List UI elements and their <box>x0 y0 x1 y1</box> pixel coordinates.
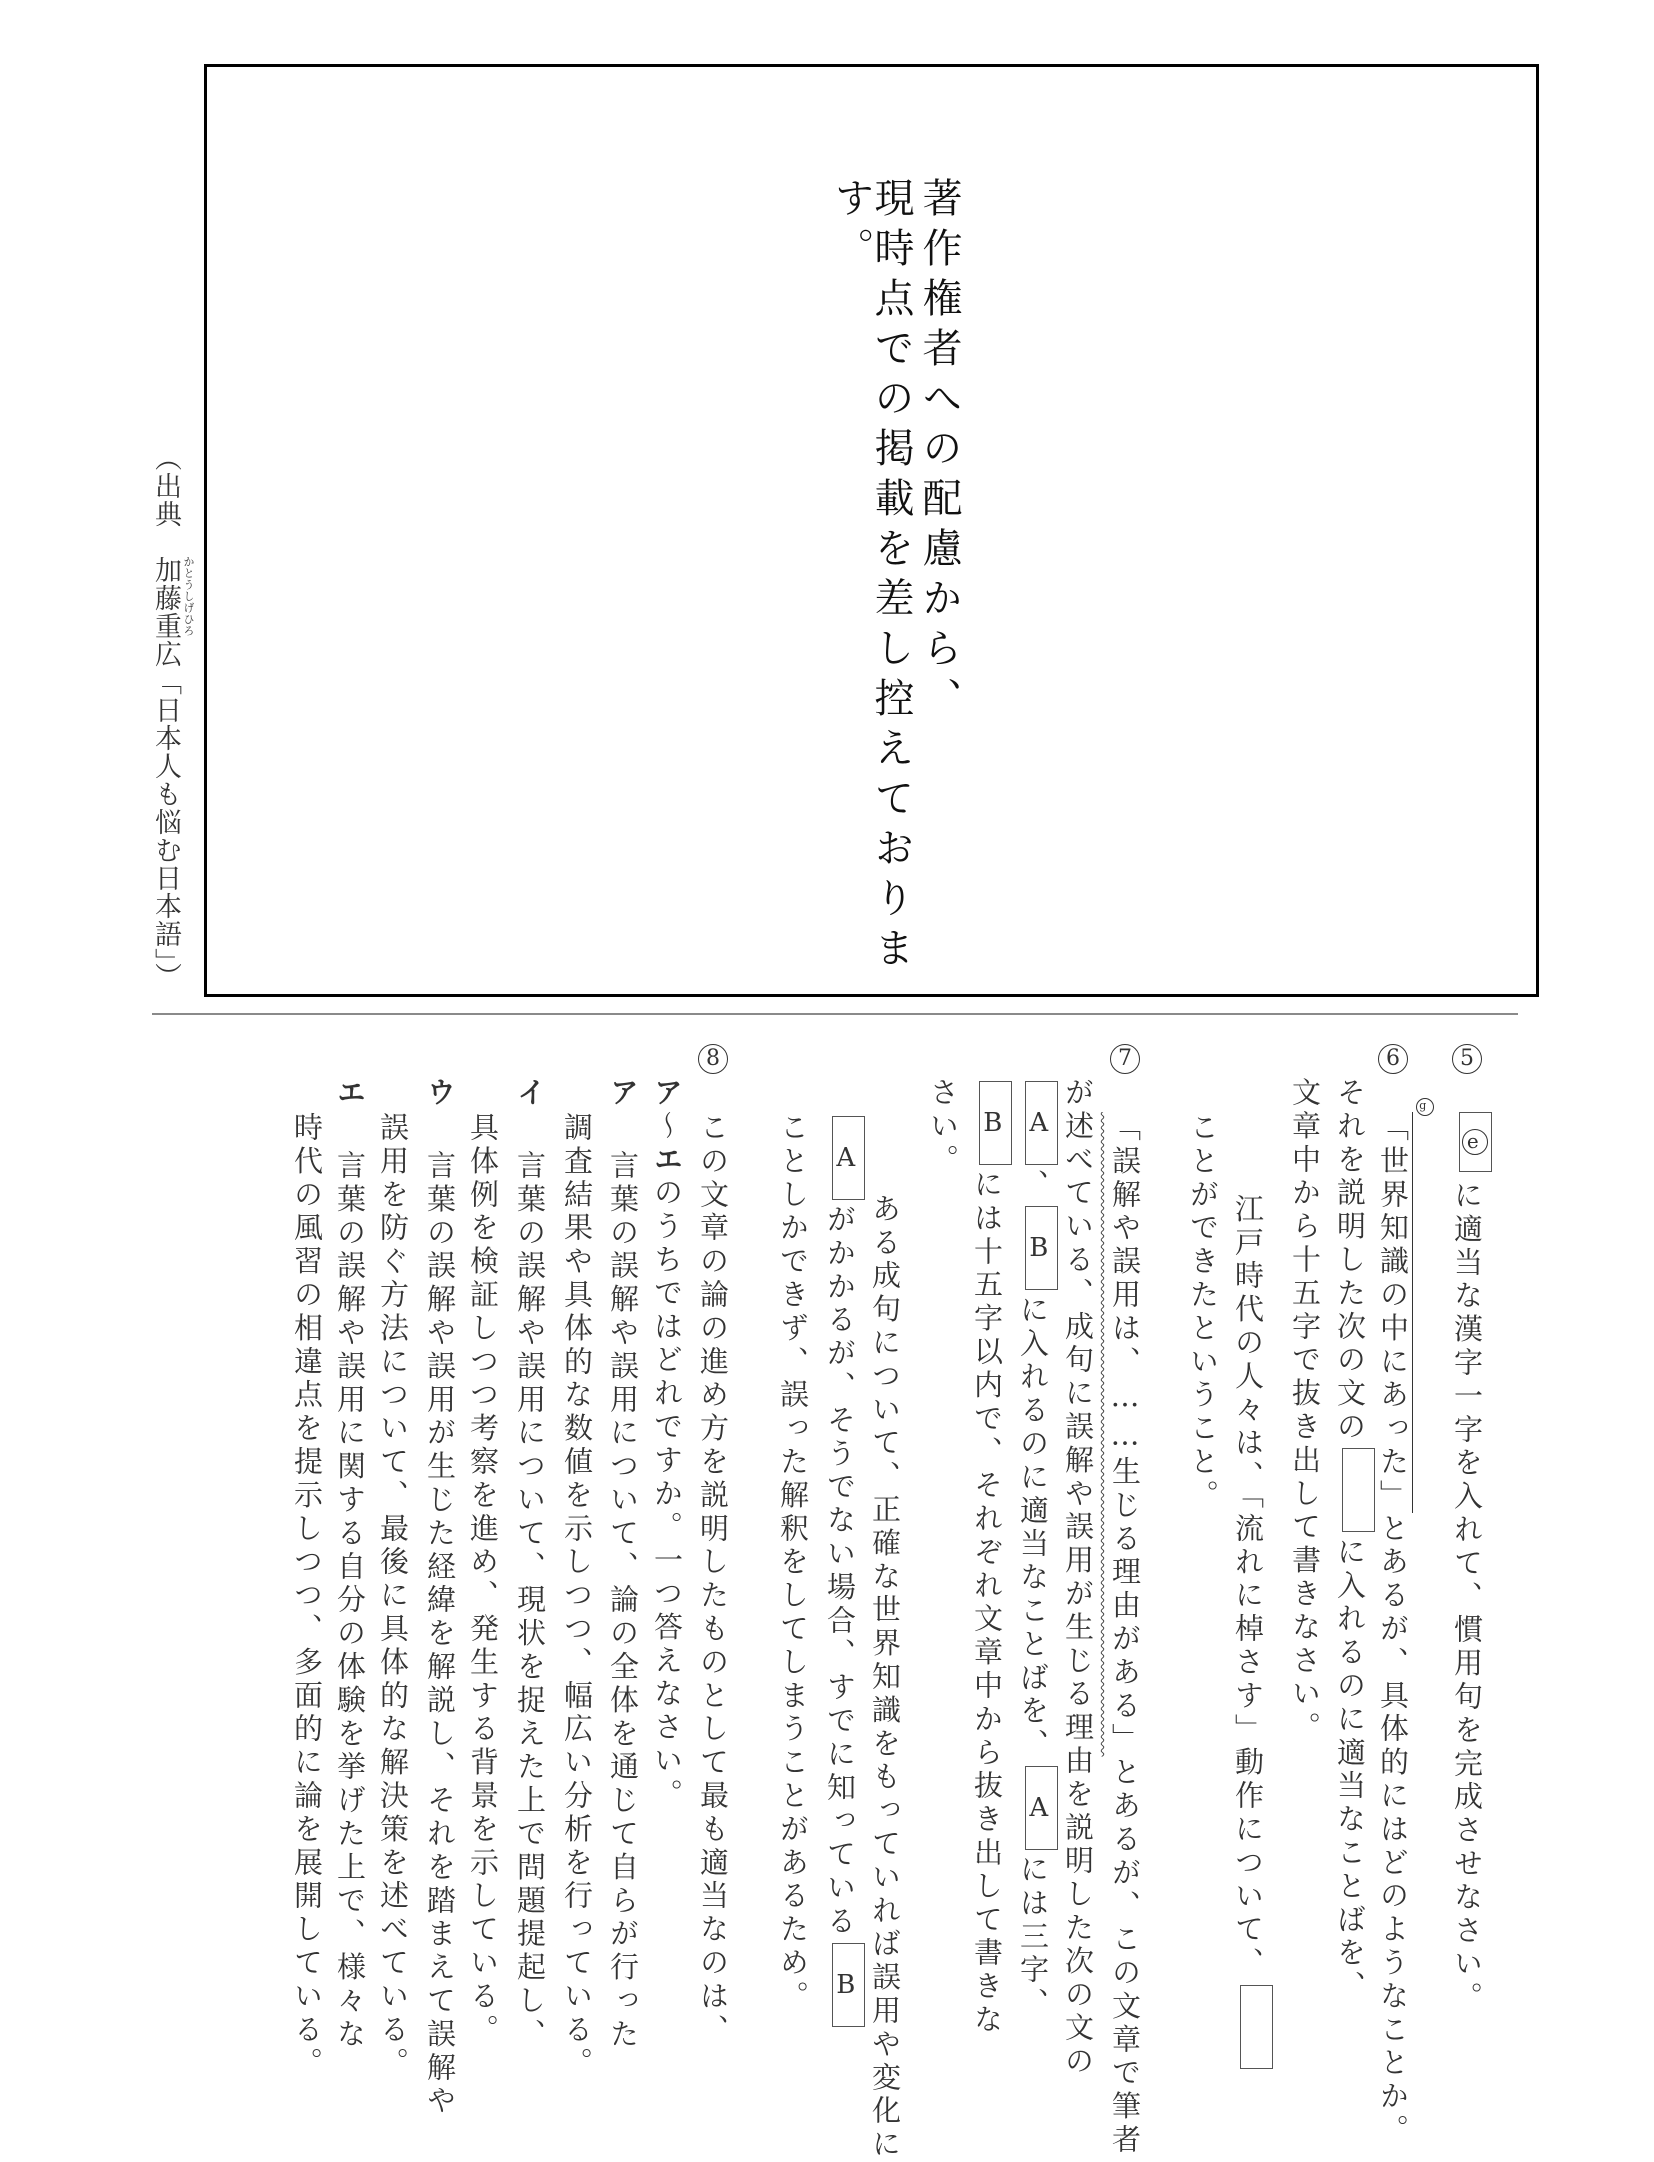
question-number-7: 7 <box>1110 1044 1140 1074</box>
option-ウ-text[interactable]: 言葉の誤解や誤用が生じた経緯を解説し、それを踏まえて誤解や <box>423 1150 457 2119</box>
option-ウ-label[interactable]: ウ <box>423 1077 457 1111</box>
author-ruby: かとうしげひろ <box>182 556 195 637</box>
citation-title: 「日本人も悩む日本語」） <box>150 668 181 991</box>
option-イ-text[interactable]: 具体例を検証しつつ考察を進め、発生する背景を示している。 <box>466 1112 500 2048</box>
answer-blank-B[interactable] <box>1025 1206 1058 1290</box>
question-text: 江戸時代の人々は、「流れに棹さす」動作について、 <box>1231 1160 1265 1981</box>
question-number-6: 6 <box>1378 1044 1408 1074</box>
copyright-notice-box <box>204 64 1539 997</box>
question-text: がかかるが、そうでない場合、すでに知っている <box>823 1204 857 1939</box>
answer-blank-A[interactable] <box>832 1116 865 1200</box>
sideline-wrap <box>1376 1099 1431 1513</box>
option-イ-text[interactable]: 言葉の誤解や誤用について、現状を捉えた上で問題提起し、 <box>513 1150 547 2052</box>
citation-prefix: （出典 <box>150 444 181 556</box>
question-7-line <box>825 1112 865 2031</box>
question-6-line <box>1288 1077 1322 1745</box>
section-divider <box>152 1013 1518 1015</box>
question-6-line <box>1376 1099 1431 2148</box>
option-label-ref: ア <box>650 1077 684 1111</box>
question-6-line <box>1186 1112 1220 1513</box>
circled-mark-g: g <box>1416 1098 1434 1116</box>
question-text: ～ <box>650 1110 684 1144</box>
option-ア-text[interactable]: 言葉の誤解や誤用について、論の全体を通じて自らが行った <box>606 1150 640 2052</box>
answer-blank-empty[interactable] <box>1240 1985 1273 2069</box>
question-text: に入れるのに適当なことばを、 <box>1333 1536 1367 2005</box>
question-text: さい。 <box>926 1077 960 1178</box>
circled-letter-e: e <box>1462 1129 1488 1155</box>
answer-blank-A[interactable] <box>1025 1081 1058 1165</box>
question-text: 文章中から十五字で抜き出して書きなさい。 <box>1288 1077 1322 1745</box>
notice-line-1: 著作権者への配慮から、 <box>916 177 962 727</box>
question-5-line <box>1452 1112 1492 2015</box>
question-8-line <box>650 1077 684 1812</box>
question-6-line <box>1335 1077 1375 2004</box>
question-text: に適当な漢字一字を入れて、慣用句を完成させなさい。 <box>1450 1180 1484 2015</box>
question-text: この文章の論の進め方を説明したものとして最も適当なのは、 <box>696 1112 730 2048</box>
question-7-line <box>1018 1077 1058 2021</box>
source-citation <box>150 444 195 991</box>
question-text: に入れるのに適当なことばを、 <box>1016 1294 1050 1763</box>
blank-label: B <box>1029 1233 1053 1264</box>
answer-blank-box[interactable] <box>1459 1112 1492 1172</box>
question-6-line <box>1233 1160 1273 2073</box>
question-7-line <box>868 1160 902 2162</box>
option-イ-label[interactable]: イ <box>513 1077 547 1111</box>
blank-label: A <box>836 1143 860 1173</box>
question-7-line <box>776 1112 810 2014</box>
option-ア-text[interactable]: 調査結果や具体的な数値を示しつつ、幅広い分析を行っている。 <box>560 1112 594 2081</box>
quoted-phrase-sideline: 「世界知識の中にあった」 <box>1376 1112 1413 1513</box>
question-text: ことしかできず、誤った解釈をしてしまうことがあるため。 <box>776 1112 810 2014</box>
question-text: ことができたということ。 <box>1186 1112 1220 1513</box>
question-7-line <box>972 1077 1012 2037</box>
answer-blank-B[interactable] <box>832 1943 865 2027</box>
citation-author <box>150 556 195 668</box>
question-text: のうちではどれですか。一つ答えなさい。 <box>650 1177 684 1812</box>
author-name: 加藤重広 <box>150 556 181 668</box>
option-エ-text[interactable]: 時代の風習の相違点を提示しつつ、多面的に論を展開している。 <box>290 1112 324 2081</box>
option-エ-text[interactable]: 言葉の誤解や誤用に関する自分の体験を挙げた上で、様々な <box>333 1150 367 2052</box>
notice-line-2: 現時点での掲載を差し控えております。 <box>828 177 914 977</box>
option-label-ref: エ <box>650 1143 684 1178</box>
blank-label: A <box>1029 1108 1053 1138</box>
option-ウ-text[interactable]: 誤用を防ぐ方法について、最後に具体的な解決策を述べている。 <box>376 1112 410 2081</box>
question-7-line <box>926 1077 960 1178</box>
question-number-8: 8 <box>698 1044 728 1074</box>
blank-label: B <box>983 1108 1007 1138</box>
question-text: それを説明した次の文の <box>1333 1077 1367 1445</box>
blank-label: B <box>836 1969 860 2000</box>
question-text: とあるが、この文章で筆者 <box>1108 1756 1142 2158</box>
question-text: が述べている、成句に誤解や誤用が生じる理由を説明した次の文の <box>1061 1077 1095 2079</box>
question-text: とあるが、具体的にはどのようなことか。 <box>1376 1512 1410 2148</box>
option-エ-label[interactable]: エ <box>333 1077 367 1111</box>
question-7-line <box>1108 1112 1142 2158</box>
question-text: ある成句について、正確な世界知識をもっていれば誤用や変化に <box>868 1160 902 2162</box>
question-text: 、 <box>1016 1169 1050 1203</box>
question-number-5: 5 <box>1452 1044 1482 1074</box>
answer-blank-B[interactable] <box>979 1081 1012 1165</box>
wavy-underlined-phrase: 「誤解や誤用は、……生じる理由がある」 <box>1108 1112 1142 1757</box>
option-ア-label[interactable]: ア <box>606 1077 640 1111</box>
answer-blank-empty[interactable] <box>1342 1448 1375 1532</box>
question-text: には三字、 <box>1016 1854 1050 2022</box>
question-text: には十五字以内で、それぞれ文章中から抜き出して書きな <box>970 1169 1004 2038</box>
question-7-line <box>1061 1077 1095 2079</box>
question-8-line <box>696 1112 730 2048</box>
answer-blank-A[interactable] <box>1025 1766 1058 1850</box>
blank-label: A <box>1029 1793 1053 1824</box>
